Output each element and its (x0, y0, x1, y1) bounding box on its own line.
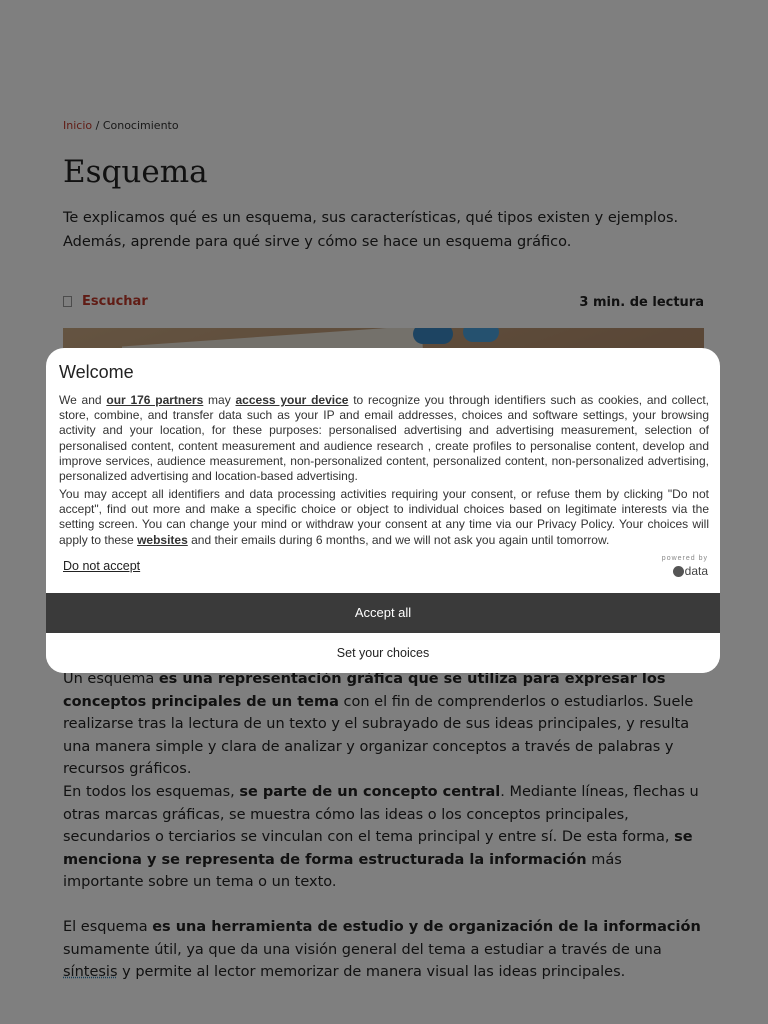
text-run: to recognize you through identifiers such as cookies, and collect, store, combine, and transfer data such as your IP and email addresses, choices and software settings, your browsing activity and your location, for these purposes: personalised advertising and advertising measurement, selection of personalised content, content measurement and audience research , create profiles to personalise content, develop and improve services, audience measurement, non-personalized content, personalized content, non-personalized advertising, personalized advertising and location-based advertising. (59, 393, 710, 484)
text-run: and their emails during 6 months, and we will not ask you again until tomorrow. (187, 532, 610, 547)
brand-logo (662, 564, 708, 578)
text-run: may (203, 393, 236, 407)
consent-title: Welcome (59, 362, 134, 382)
consent-dialog (46, 348, 720, 673)
accept-all-button[interactable]: Accept all (46, 593, 720, 633)
text-run: You may accept all identifiers and data processing activities requiring your consent, or refuse them by clicking "Do not accept", find out more and make a specific choice or object to individual choices based on legitimate interests via the setting screen. You can change your mind or withdraw your consent at any time via our Privacy Policy. Your choices will apply to these (59, 487, 709, 547)
websites-link[interactable]: websites (137, 532, 188, 547)
brand-logo-icon (673, 566, 684, 577)
powered-by (662, 555, 708, 578)
partners-link[interactable]: our 176 partners (106, 393, 204, 407)
powered-by-label: powered by (661, 555, 708, 562)
set-choices-button[interactable]: Set your choices (46, 633, 720, 673)
text-run: We and (59, 393, 107, 407)
access-device-link[interactable]: access your device (235, 393, 349, 407)
consent-text-2 (59, 487, 709, 548)
do-not-accept-button[interactable]: Do not accept (63, 559, 141, 573)
consent-text-1 (59, 393, 709, 484)
brand-name: data (684, 564, 708, 578)
